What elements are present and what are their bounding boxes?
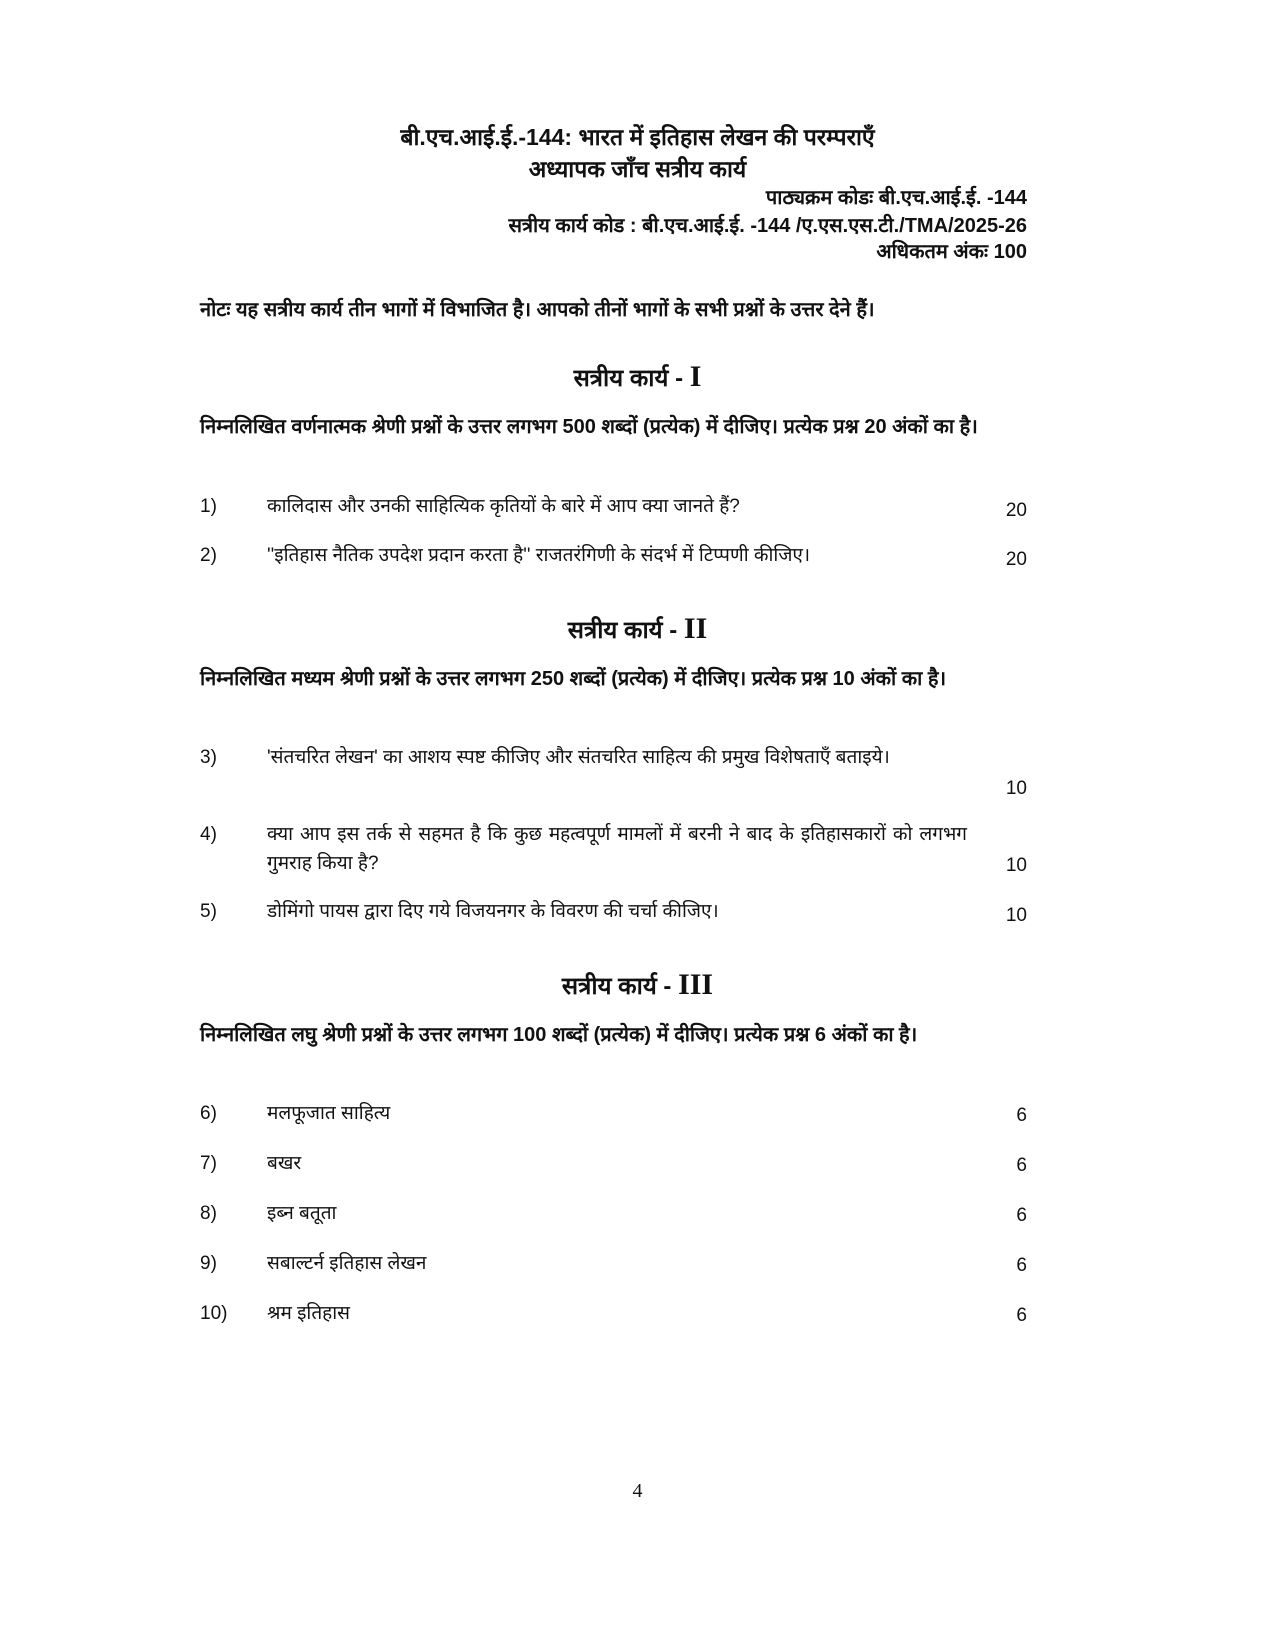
section-instruction-1: निम्नलिखित वर्णनात्मक श्रेणी प्रश्नों के उत्तर लगभग 500 शब्दों (प्रत्येक) में दीजिए। प्रत्येक प्रश्न 20 अंकों का है।: [200, 416, 978, 438]
section-instruction-3: निम्नलिखित लघु श्रेणी प्रश्नों के उत्तर लगभग 100 शब्दों (प्रत्येक) में दीजिए। प्रत्येक प्रश्न 6 अंकों का है।: [200, 1024, 918, 1046]
max-marks: अधिकतम अंकः 100: [876, 241, 1027, 263]
document-subtitle: अध्यापक जाँच सत्रीय कार्य: [528, 156, 747, 182]
page-number: 4: [632, 1480, 643, 1502]
section-instruction-2: निम्नलिखित मध्यम श्रेणी प्रश्नों के उत्तर लगभग 250 शब्दों (प्रत्येक) में दीजिए। प्रत्येक प्रश्न 10 अंकों का है।: [200, 668, 947, 690]
section-heading-2: सत्रीय कार्य - II: [567, 612, 708, 645]
section-heading-1: सत्रीय कार्य - I: [573, 360, 702, 393]
assignment-code: सत्रीय कार्य कोड : बी.एच.आई.ई. -144 /ए.एस.एस.टी./TMA/2025-26: [508, 215, 1027, 237]
section-heading-3: सत्रीय कार्य - III: [561, 968, 714, 1001]
note: नोटः यह सत्रीय कार्य तीन भागों में विभाजित है। आपको तीनों भागों के सभी प्रश्नों के उत्तर देने हैं।: [200, 299, 875, 321]
document-title: बी.एच.आई.ई.-144: भारत में इतिहास लेखन की परम्पराएँ: [400, 124, 875, 150]
course-code: पाठ्यक्रम कोडः बी.एच.आई.ई. -144: [765, 187, 1027, 209]
